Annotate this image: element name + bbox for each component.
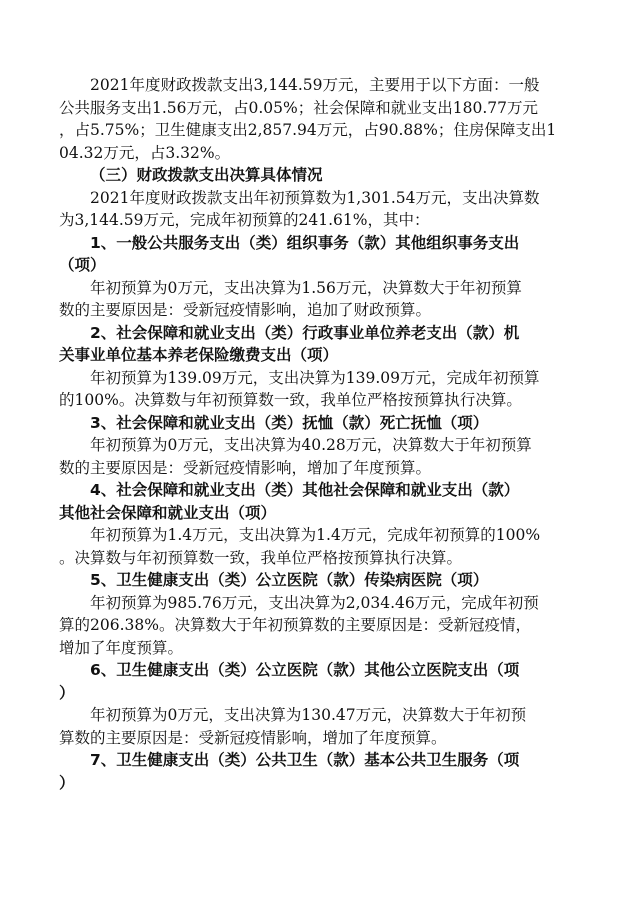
section-heading: （三）财政拨款支出决算具体情况	[90, 166, 323, 184]
para1-line-2: 公共服务支出1.56万元，占0.05%；社会保障和就业支出180.77万元	[59, 98, 538, 117]
item4-heading-line-1: 4、社会保障和就业支出（类）其他社会保障和就业支出（款）	[90, 481, 520, 499]
item3-body-line-1: 年初预算为0万元，支出决算为40.28万元，决算数大于年初预算	[90, 436, 532, 454]
item6-heading-line-1: 6、卫生健康支出（类）公立医院（款）其他公立医院支出（项	[90, 661, 520, 679]
item2-body-line-1: 年初预算为139.09万元，支出决算为139.09万元，完成年初预算	[90, 368, 540, 387]
para1-line-3: ，占5.75%；卫生健康支出2,857.94万元，占90.88%；住房保障支出1	[59, 121, 557, 139]
item5-body-line-1: 年初预算为985.76万元，支出决算为2,034.46万元，完成年初预	[90, 593, 539, 612]
item3-heading-line-1: 3、社会保障和就业支出（类）抚恤（款）死亡抚恤（项）	[90, 413, 489, 432]
item5-heading-line-1: 5、卫生健康支出（类）公立医院（款）传染病医院（项）	[90, 571, 489, 589]
item5-body-line-3: 增加了年度预算。	[59, 638, 184, 657]
item5-body-line-2: 算的206.38%。决算数大于年初预算数的主要原因是：受新冠疫情，	[59, 616, 531, 634]
item2-body-line-2: 的100%。决算数与年初预算数一致，我单位严格按预算执行决算。	[59, 391, 522, 409]
item2-heading-line-2: 关事业单位基本养老保险缴费支出（项）	[59, 346, 339, 364]
item7-heading-line-1: 7、卫生健康支出（类）公共卫生（款）基本公共卫生服务（项	[90, 751, 520, 769]
item2-heading-line-1: 2、社会保障和就业支出（类）行政事业单位养老支出（款）机	[90, 323, 520, 342]
para2-line-2: 为3,144.59万元，完成年初预算的241.61%，其中：	[59, 211, 430, 229]
item6-body-line-1: 年初预算为0万元，支出决算为130.47万元，决算数大于年初预	[90, 706, 527, 724]
item1-body-line-2: 数的主要原因是：受新冠疫情影响，追加了财政预算。	[59, 301, 432, 319]
para2-line-1: 2021年度财政拨款支出年初预算数为1,301.54万元，支出决算数	[90, 188, 540, 207]
para1-line-4: 04.32万元，占3.32%。	[59, 143, 231, 162]
item1-heading-line-1: 1、一般公共服务支出（类）组织事务（款）其他组织事务支出	[90, 233, 520, 252]
item4-heading-line-2: 其他社会保障和就业支出（项）	[59, 503, 277, 522]
item6-heading-line-2: ）	[59, 683, 75, 702]
document-page	[59, 74, 579, 794]
para1-line-1: 2021年度财政拨款支出3,144.59万元，主要用于以下方面：一般	[90, 76, 540, 94]
item3-body-line-2: 数的主要原因是：受新冠疫情影响，增加了年度预算。	[59, 458, 432, 477]
item1-heading-line-2: （项）	[59, 256, 106, 274]
item4-body-line-1: 年初预算为1.4万元，支出决算为1.4万元，完成年初预算的100%	[90, 526, 541, 544]
item6-body-line-2: 算数的主要原因是：受新冠疫情影响，增加了年度预算。	[59, 728, 447, 747]
item7-heading-line-2: ）	[59, 773, 75, 792]
item4-body-line-2: 。决算数与年初预算数一致，我单位严格按预算执行决算。	[59, 548, 463, 567]
item1-body-line-1: 年初预算为0万元，支出决算为1.56万元，决算数大于年初预算	[90, 278, 522, 297]
